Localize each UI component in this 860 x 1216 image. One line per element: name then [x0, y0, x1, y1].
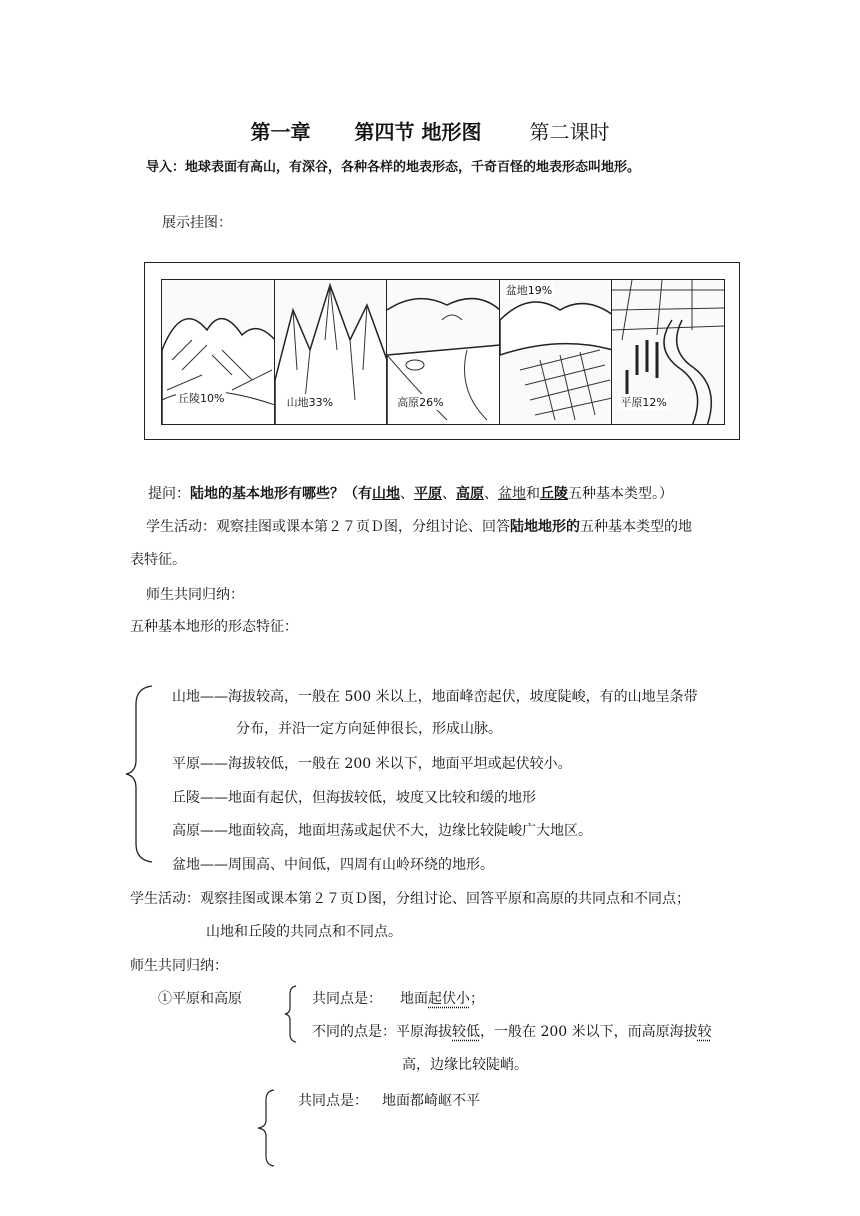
lesson-title: 第二课时: [529, 120, 610, 144]
term-plain: 平原: [414, 486, 442, 502]
common-value: 地面: [400, 991, 428, 1007]
question-line: [148, 483, 673, 503]
features-heading: 五种基本地形的形态特征：: [130, 619, 298, 635]
brace-icon: [284, 984, 298, 1044]
brace-icon: [256, 1088, 276, 1168]
panel-label: 盆地19%: [505, 284, 553, 297]
diff-emphasis: 较: [697, 1024, 712, 1040]
diff-text: 平原海拔: [396, 1024, 452, 1040]
brace-icon: [124, 684, 154, 864]
panel-label: 丘陵10%: [178, 392, 225, 405]
summary1-label: 师生共同归纳：: [146, 587, 244, 603]
separator: 、: [400, 486, 414, 502]
common-value: 地面都崎岖不平: [382, 1093, 480, 1109]
activity2-line2: 山地和丘陵的共同点和不同点。: [206, 924, 402, 940]
activity1-text: 学生活动：观察挂图或课本第２７页Ｄ图，分组讨论、回答: [146, 519, 510, 535]
separator: 和: [526, 486, 540, 502]
compare1-item: ①平原和高原: [158, 991, 242, 1007]
activity2-line1: 学生活动：观察挂图或课本第２７页Ｄ图，分组讨论、回答平原和高原的共同点和不同点；: [130, 891, 690, 907]
page-title: [0, 116, 860, 145]
feature-hills: 丘陵——地面有起伏，但海拔较低，坡度又比较和缓的地形: [172, 790, 536, 806]
compare1-common: [312, 988, 484, 1008]
feature-basin: 盆地——周围高、中间低，四周有山岭环绕的地形。: [172, 857, 494, 873]
common-label: 共同点是：: [298, 1093, 368, 1109]
panel-label: 高原26%: [397, 396, 444, 409]
feature-plain: 平原——海拔较低，一般在 200 米以下，地面平坦或起伏较小。: [172, 756, 572, 772]
panel-hills: [162, 280, 275, 424]
activity1-text-end: 五种基本类型的地: [580, 519, 692, 535]
feature-mountain-cont: 分布，并沿一定方向延伸很长，形成山脉。: [236, 721, 502, 737]
compare1-diff-cont: 高，边缘比较陡峭。: [402, 1057, 528, 1073]
show-map-text: 展示挂图：: [162, 215, 232, 231]
panel-plain: [612, 280, 724, 424]
diff-text-cont: ，一般在 200 米以下，而高原海拔: [480, 1024, 698, 1040]
activity1-bold: 陆地地形的: [510, 519, 580, 535]
activity1-line1: [146, 516, 692, 536]
panel-label: 山地33%: [286, 396, 334, 409]
basin-illustration: [500, 280, 613, 424]
chapter-title: 第一章: [250, 120, 311, 144]
question-text: 陆地的基本地形有哪些？（有: [190, 486, 372, 502]
summary2-label: 师生共同归纳：: [130, 958, 228, 974]
section-title: 第四节 地形图: [354, 120, 482, 144]
common-label: 共同点是：: [312, 991, 382, 1007]
separator: 、: [484, 486, 498, 502]
panel-label: 平原12%: [620, 396, 667, 409]
feature-mountain: 山地——海拔较高，一般在 500 米以上，地面峰峦起伏，坡度陡峻，有的山地呈条带: [172, 689, 698, 705]
question-tail: 五种基本类型。）: [568, 486, 673, 502]
separator: 、: [442, 486, 456, 502]
term-plateau: 高原: [456, 486, 484, 502]
panel-mountains: [275, 280, 388, 424]
question-prefix: 提问：: [148, 486, 190, 502]
feature-plateau: 高原——地面较高，地面坦荡或起伏不大，边缘比较陡峻广大地区。: [172, 823, 592, 839]
activity1-line2: 表特征。: [130, 552, 186, 568]
term-hills: 丘陵: [540, 486, 568, 502]
compare1-diff: [312, 1021, 712, 1041]
common-emphasis: 起伏小: [428, 991, 470, 1007]
diff-label: 不同的点是：: [312, 1024, 396, 1040]
term-mountain: 山地: [372, 486, 400, 502]
landform-strip: [161, 279, 725, 425]
diff-emphasis: 较低: [452, 1024, 480, 1040]
intro-text: 导入：地球表面有高山，有深谷，各种各样的地表形态，千奇百怪的地表形态叫地形。: [146, 160, 641, 175]
term-basin: 盆地: [498, 486, 526, 502]
common-punct: ；: [470, 991, 484, 1007]
landform-figure: [144, 262, 740, 440]
compare2-common: [298, 1090, 480, 1110]
panel-plateau: [387, 280, 500, 424]
panel-basin: [500, 280, 613, 424]
